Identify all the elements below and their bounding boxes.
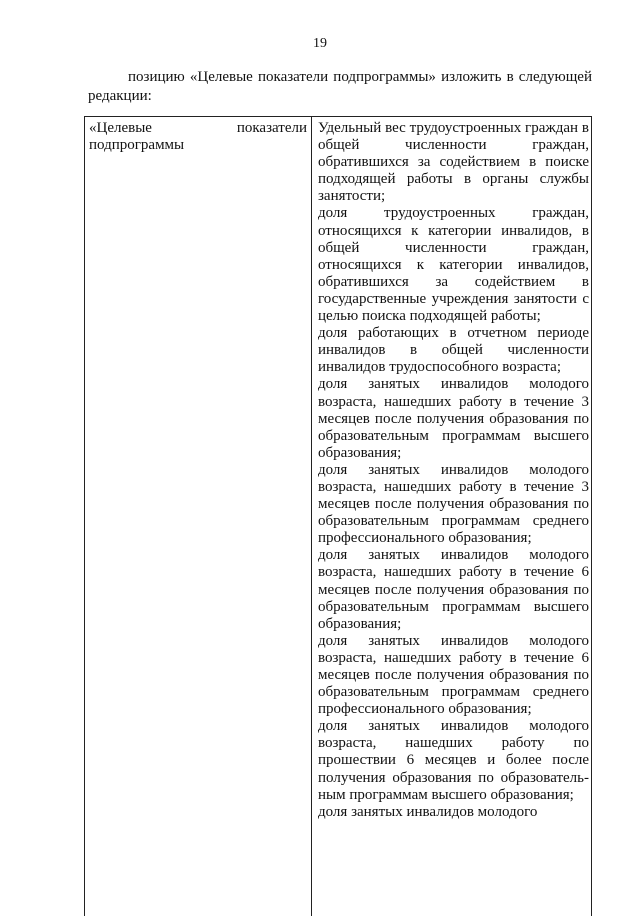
left-cell-text: «Целевые показатели подпрограммы — [89, 120, 307, 154]
table-right-cell — [312, 117, 593, 916]
intro-paragraph: позицию «Целевые показатели подпрограммы» изложить в следующей редакции: — [88, 69, 592, 104]
indicator-item: доля работающих в отчетном периоде инвалидов в общей численности инвалидов трудоспособного возраста; — [318, 325, 589, 376]
page-number: 19 — [313, 36, 327, 51]
indicator-item: доля занятых инвалидов молодого возраста, нашедших работу в течение 6 месяцев после получения образования по образовательным программам высшего образования; — [318, 547, 589, 632]
indicator-item: доля занятых инвалидов молодого возраста, нашедших работу в течение 6 месяцев после получения образования по образовательным программам среднего профессионального образования; — [318, 632, 589, 718]
indicator-item: доля занятых инвалидов молодого возраста, нашедших работу по прошествии 6 месяцев и более после получения образования по образователь-ным программам высшего образования; — [318, 718, 589, 803]
indicator-item: доля занятых инвалидов молодого возраста, нашедших работу в течение 3 месяцев после получения образования по образовательным программам высшего образования; — [318, 376, 589, 461]
indicators-table — [84, 116, 592, 916]
indicator-item: Удельный вес трудоустроенных граждан в общей численности граждан, обратившихся за содействием в поиске подходящей работы в органы службы занятости; — [318, 120, 589, 205]
indicator-item: доля трудоустроенных граждан, относящихся к категории инвалидов, в общей численности граждан, относящихся к категории инвалидов, обратившихся за содействием в государственные учреждения занятости с целью поиска подходящей работы; — [318, 205, 589, 325]
table-left-cell — [85, 117, 312, 916]
indicator-item: доля занятых инвалидов молодого возраста, нашедших работу в течение 3 месяцев после получения образования по образовательным программам среднего профессионального образования; — [318, 461, 589, 547]
indicator-item: доля занятых инвалидов молодого — [318, 803, 538, 820]
